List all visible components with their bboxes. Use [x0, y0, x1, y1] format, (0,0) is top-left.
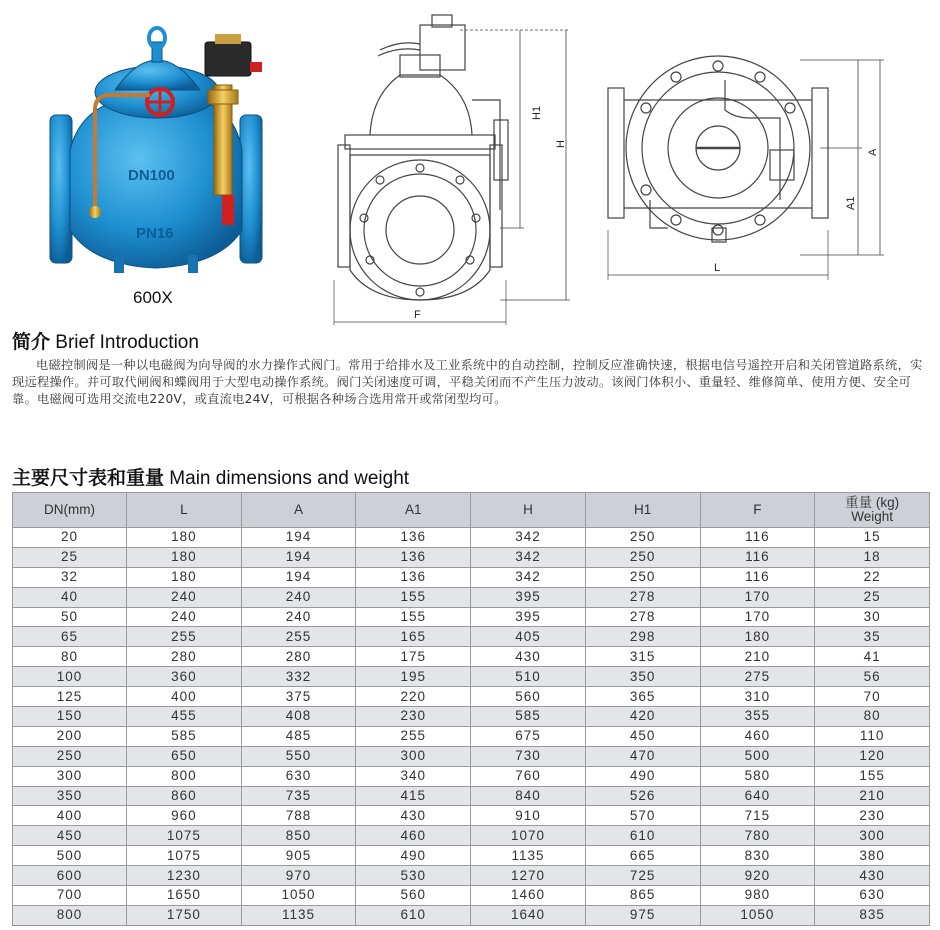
- cell-h1: 350: [585, 667, 700, 687]
- cell-a: 194: [241, 528, 356, 548]
- cell-l: 650: [127, 746, 242, 766]
- cell-a: 630: [241, 766, 356, 786]
- cell-h: 1270: [471, 866, 586, 886]
- header-h: H: [471, 493, 586, 528]
- header-weight-en: Weight: [851, 509, 893, 524]
- cell-f: 715: [700, 806, 815, 826]
- cell-l: 455: [127, 707, 242, 727]
- cell-dn: 32: [13, 567, 127, 587]
- cell-l: 1230: [127, 866, 242, 886]
- dim-label-f: F: [414, 309, 421, 321]
- cell-h1: 298: [585, 627, 700, 647]
- cell-a1: 155: [356, 587, 471, 607]
- cell-h1: 278: [585, 587, 700, 607]
- cell-f: 170: [700, 587, 815, 607]
- cell-dn: 800: [13, 905, 127, 925]
- product-model-label: 600X: [133, 288, 173, 307]
- cell-a: 905: [241, 846, 356, 866]
- cell-a1: 195: [356, 667, 471, 687]
- cell-f: 170: [700, 607, 815, 627]
- cell-a: 332: [241, 667, 356, 687]
- cell-h1: 420: [585, 707, 700, 727]
- table-row: [13, 746, 930, 766]
- cell-f: 116: [700, 528, 815, 548]
- cell-weight: 56: [815, 667, 930, 687]
- side-elevation-drawing: [334, 15, 570, 325]
- cell-a1: 136: [356, 528, 471, 548]
- cell-a: 375: [241, 687, 356, 707]
- intro-heading-en: Brief Introduction: [55, 332, 199, 353]
- cell-dn: 25: [13, 547, 127, 567]
- cell-dn: 80: [13, 647, 127, 667]
- cell-dn: 40: [13, 587, 127, 607]
- cell-l: 585: [127, 726, 242, 746]
- cell-dn: 350: [13, 786, 127, 806]
- cell-a1: 490: [356, 846, 471, 866]
- table-row: [13, 587, 930, 607]
- header-f: F: [700, 493, 815, 528]
- table-row: [13, 866, 930, 886]
- cell-f: 275: [700, 667, 815, 687]
- intro-paragraph: 电磁控制阀是一种以电磁阀为向导阀的水力操作式阀门。常用于给排水及工业系统中的自动控制，控制反应准确快速，根据电信号遥控开启和关闭管道路系统，实现远程操作。并可取代闸阀和蝶阀用于大型电动操作系统。阀门关闭速度可调，平稳关闭而不产生压力波动。该阀门体积小、重量轻、维修简单、使用方便、安全可靠。电磁阀可选用交流电220V，或直流电24V，可根据各种场合选用常开或常闭型均可。: [12, 358, 923, 406]
- cell-h1: 250: [585, 528, 700, 548]
- cell-a: 280: [241, 647, 356, 667]
- cell-dn: 50: [13, 607, 127, 627]
- table-row: [13, 647, 930, 667]
- cast-mark-pn: PN16: [136, 225, 174, 242]
- cell-dn: 400: [13, 806, 127, 826]
- header-h1: H1: [585, 493, 700, 528]
- table-row: [13, 886, 930, 906]
- cell-weight: 41: [815, 647, 930, 667]
- cell-h: 675: [471, 726, 586, 746]
- table-row: [13, 826, 930, 846]
- cell-weight: 25: [815, 587, 930, 607]
- cell-f: 116: [700, 547, 815, 567]
- cell-h1: 865: [585, 886, 700, 906]
- header-weight: [815, 493, 930, 528]
- cell-dn: 150: [13, 707, 127, 727]
- table-body: [13, 528, 930, 926]
- cell-a1: 610: [356, 905, 471, 925]
- cast-mark-dn: DN100: [128, 167, 175, 184]
- dim-label-a: A: [867, 148, 879, 156]
- table-row: [13, 687, 930, 707]
- dim-label-l: L: [714, 262, 721, 274]
- end-view-drawing: [608, 56, 884, 280]
- cell-l: 240: [127, 607, 242, 627]
- cell-a: 1135: [241, 905, 356, 925]
- cell-dn: 700: [13, 886, 127, 906]
- cell-h: 585: [471, 707, 586, 727]
- cell-h: 430: [471, 647, 586, 667]
- cell-h1: 450: [585, 726, 700, 746]
- cell-a1: 460: [356, 826, 471, 846]
- table-row: [13, 846, 930, 866]
- cell-a: 735: [241, 786, 356, 806]
- product-illustrations: [0, 0, 940, 325]
- cell-dn: 300: [13, 766, 127, 786]
- cell-weight: 380: [815, 846, 930, 866]
- header-dn: DN(mm): [13, 493, 127, 528]
- cell-h1: 315: [585, 647, 700, 667]
- cell-l: 180: [127, 567, 242, 587]
- cell-a: 485: [241, 726, 356, 746]
- dimensions-heading-cn: 主要尺寸表和重量: [12, 467, 165, 489]
- cell-l: 400: [127, 687, 242, 707]
- header-a1: A1: [356, 493, 471, 528]
- cell-l: 1650: [127, 886, 242, 906]
- cell-dn: 450: [13, 826, 127, 846]
- cell-dn: 200: [13, 726, 127, 746]
- table-row: [13, 667, 930, 687]
- valve-photo: [50, 28, 262, 273]
- cell-dn: 100: [13, 667, 127, 687]
- cell-f: 780: [700, 826, 815, 846]
- table-row: [13, 707, 930, 727]
- dimensions-table: [12, 492, 930, 926]
- cell-h1: 610: [585, 826, 700, 846]
- cell-weight: 155: [815, 766, 930, 786]
- cell-l: 280: [127, 647, 242, 667]
- cell-dn: 250: [13, 746, 127, 766]
- dim-label-h1: H1: [531, 105, 543, 120]
- cell-a1: 530: [356, 866, 471, 886]
- cell-f: 116: [700, 567, 815, 587]
- cell-a1: 430: [356, 806, 471, 826]
- cell-weight: 630: [815, 886, 930, 906]
- table-row: [13, 806, 930, 826]
- table-row: [13, 547, 930, 567]
- cell-h1: 665: [585, 846, 700, 866]
- intro-heading-cn: 简介: [12, 331, 51, 353]
- dim-label-a1: A1: [845, 196, 857, 210]
- cell-a1: 300: [356, 746, 471, 766]
- header-weight-cn: 重量 (kg): [845, 495, 900, 510]
- cell-h: 395: [471, 607, 586, 627]
- cell-a1: 230: [356, 707, 471, 727]
- cell-a1: 255: [356, 726, 471, 746]
- cell-weight: 18: [815, 547, 930, 567]
- cell-h1: 725: [585, 866, 700, 886]
- table-row: [13, 528, 930, 548]
- table-row: [13, 786, 930, 806]
- cell-h: 342: [471, 547, 586, 567]
- cell-f: 640: [700, 786, 815, 806]
- cell-f: 920: [700, 866, 815, 886]
- cell-a: 240: [241, 607, 356, 627]
- cell-h: 1135: [471, 846, 586, 866]
- cell-a1: 136: [356, 567, 471, 587]
- cell-h: 405: [471, 627, 586, 647]
- cell-a: 408: [241, 707, 356, 727]
- dim-label-h: H: [555, 140, 567, 148]
- cell-weight: 30: [815, 607, 930, 627]
- table-row: [13, 567, 930, 587]
- cell-h: 342: [471, 567, 586, 587]
- cell-f: 980: [700, 886, 815, 906]
- intro-heading: [12, 327, 199, 354]
- cell-a: 788: [241, 806, 356, 826]
- cell-f: 180: [700, 627, 815, 647]
- cell-f: 580: [700, 766, 815, 786]
- cell-a: 1050: [241, 886, 356, 906]
- table-row: [13, 726, 930, 746]
- cell-h: 560: [471, 687, 586, 707]
- cell-weight: 120: [815, 746, 930, 766]
- table-row: [13, 627, 930, 647]
- cell-a: 255: [241, 627, 356, 647]
- cell-h: 760: [471, 766, 586, 786]
- cell-dn: 600: [13, 866, 127, 886]
- cell-h1: 250: [585, 547, 700, 567]
- cell-f: 355: [700, 707, 815, 727]
- cell-a: 850: [241, 826, 356, 846]
- header-a: A: [241, 493, 356, 528]
- cell-dn: 20: [13, 528, 127, 548]
- cell-l: 240: [127, 587, 242, 607]
- cell-a1: 165: [356, 627, 471, 647]
- cell-a: 970: [241, 866, 356, 886]
- table-row: [13, 905, 930, 925]
- cell-f: 210: [700, 647, 815, 667]
- cell-a1: 560: [356, 886, 471, 906]
- cell-h1: 278: [585, 607, 700, 627]
- cell-weight: 300: [815, 826, 930, 846]
- cell-h: 395: [471, 587, 586, 607]
- cell-a: 550: [241, 746, 356, 766]
- table-header-row: [13, 493, 930, 528]
- cell-f: 1050: [700, 905, 815, 925]
- dimensions-heading: [12, 463, 409, 490]
- cell-h1: 365: [585, 687, 700, 707]
- cell-f: 310: [700, 687, 815, 707]
- cell-l: 800: [127, 766, 242, 786]
- cell-weight: 430: [815, 866, 930, 886]
- cell-weight: 15: [815, 528, 930, 548]
- cell-h: 730: [471, 746, 586, 766]
- cell-h: 1460: [471, 886, 586, 906]
- cell-a1: 220: [356, 687, 471, 707]
- cell-h: 510: [471, 667, 586, 687]
- cell-l: 180: [127, 528, 242, 548]
- cell-dn: 65: [13, 627, 127, 647]
- cell-a1: 175: [356, 647, 471, 667]
- cell-h: 342: [471, 528, 586, 548]
- cell-weight: 230: [815, 806, 930, 826]
- cell-weight: 22: [815, 567, 930, 587]
- cell-a1: 136: [356, 547, 471, 567]
- cell-a: 194: [241, 547, 356, 567]
- cell-l: 960: [127, 806, 242, 826]
- cell-l: 360: [127, 667, 242, 687]
- cell-h: 910: [471, 806, 586, 826]
- cell-h: 1640: [471, 905, 586, 925]
- cell-h1: 490: [585, 766, 700, 786]
- cell-f: 500: [700, 746, 815, 766]
- cell-h: 840: [471, 786, 586, 806]
- cell-weight: 70: [815, 687, 930, 707]
- cell-h1: 526: [585, 786, 700, 806]
- cell-weight: 210: [815, 786, 930, 806]
- dimensions-heading-en: Main dimensions and weight: [169, 468, 410, 489]
- cell-l: 1750: [127, 905, 242, 925]
- cell-l: 1075: [127, 846, 242, 866]
- cell-h1: 470: [585, 746, 700, 766]
- cell-l: 860: [127, 786, 242, 806]
- cell-dn: 125: [13, 687, 127, 707]
- cell-weight: 835: [815, 905, 930, 925]
- cell-l: 180: [127, 547, 242, 567]
- header-l: L: [127, 493, 242, 528]
- cell-weight: 80: [815, 707, 930, 727]
- cell-l: 255: [127, 627, 242, 647]
- cell-h1: 250: [585, 567, 700, 587]
- cell-h1: 570: [585, 806, 700, 826]
- cell-a: 240: [241, 587, 356, 607]
- cell-a1: 415: [356, 786, 471, 806]
- table-row: [13, 766, 930, 786]
- cell-f: 460: [700, 726, 815, 746]
- cell-weight: 110: [815, 726, 930, 746]
- cell-f: 830: [700, 846, 815, 866]
- cell-a1: 340: [356, 766, 471, 786]
- cell-l: 1075: [127, 826, 242, 846]
- cell-weight: 35: [815, 627, 930, 647]
- cell-a1: 155: [356, 607, 471, 627]
- cell-h: 1070: [471, 826, 586, 846]
- cell-h1: 975: [585, 905, 700, 925]
- cell-dn: 500: [13, 846, 127, 866]
- cell-a: 194: [241, 567, 356, 587]
- table-row: [13, 607, 930, 627]
